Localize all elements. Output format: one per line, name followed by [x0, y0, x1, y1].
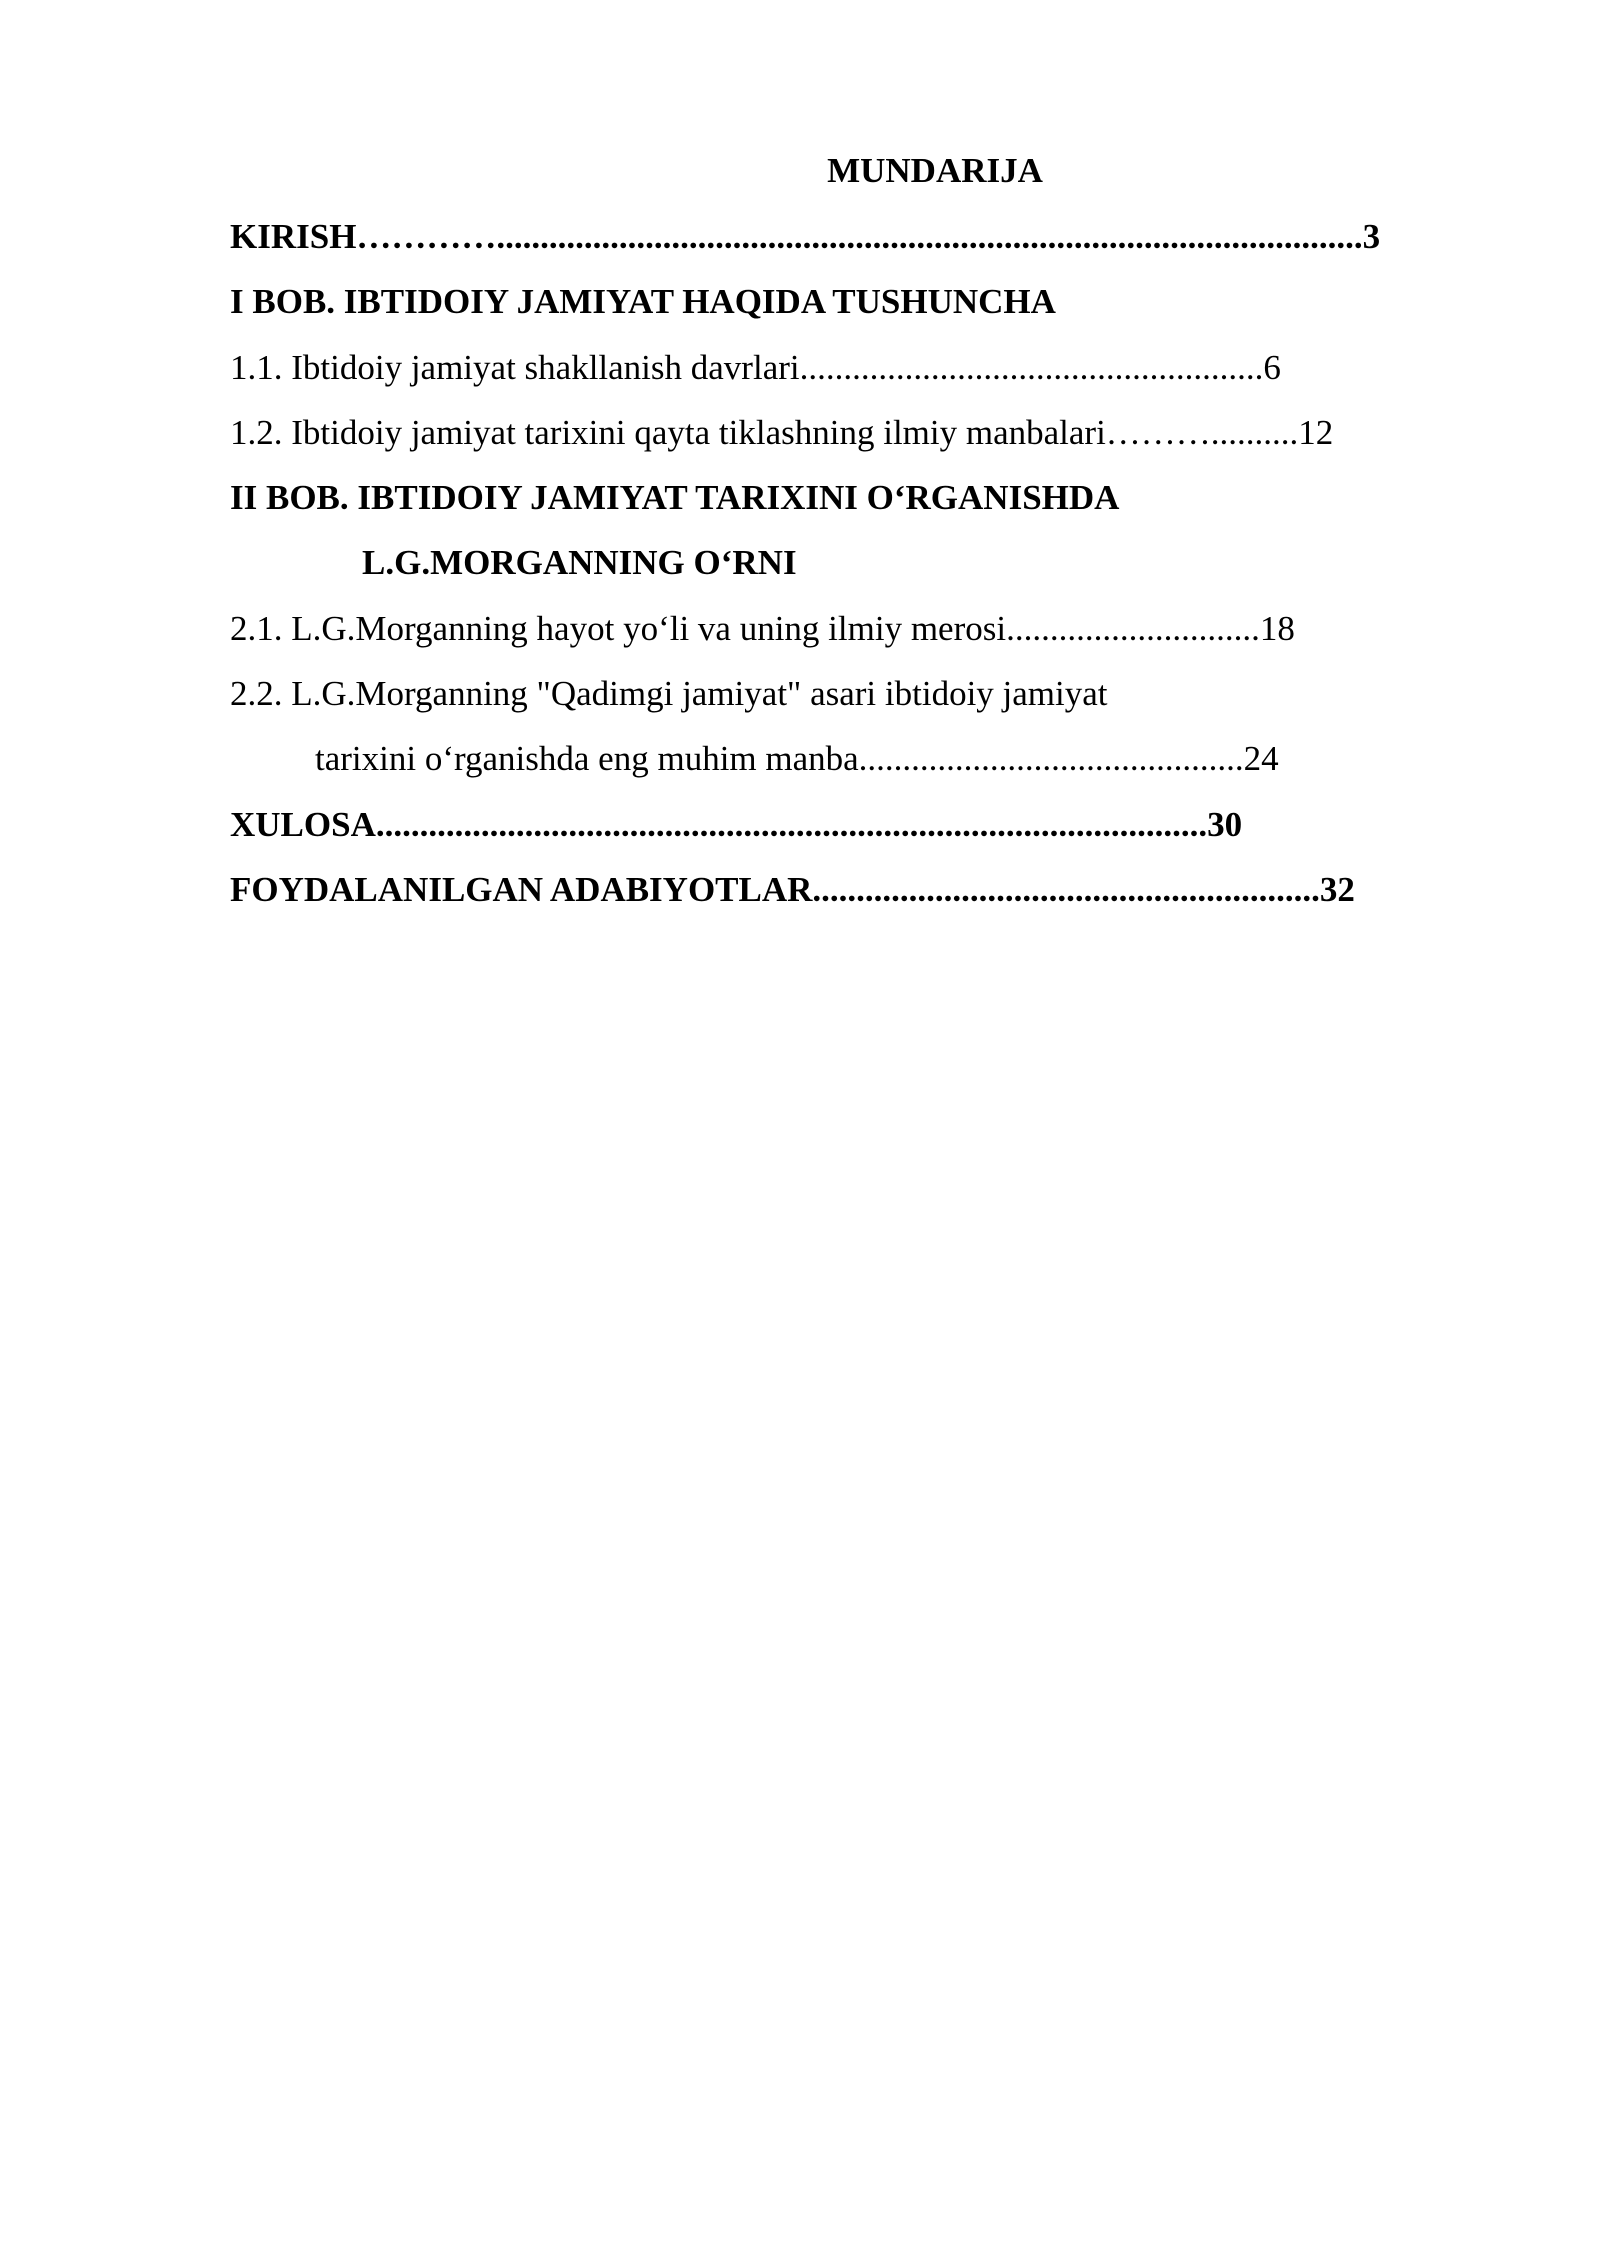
toc-chapter-2-heading-continued: L.G.MORGANNING O‘RNI — [362, 543, 797, 583]
toc-title: MUNDARIJA — [827, 151, 1043, 190]
table-of-contents — [230, 148, 1520, 932]
toc-entry-kirish: KIRISH…………...................................................................................................3 — [230, 217, 1381, 256]
toc-entry-adabiyotlar: FOYDALANILGAN ADABIYOTLAR..........................................................32 — [230, 869, 1355, 909]
toc-chapter-2-heading: II BOB. IBTIDOIY JAMIYAT TARIXINI O‘RGANISHDA — [230, 478, 1120, 518]
toc-entry-xulosa: XULOSA...............................................................................................30 — [230, 804, 1243, 844]
toc-entry-1-1: 1.1. Ibtidoiy jamiyat shakllanish davrlari.....................................................6 — [230, 347, 1281, 387]
toc-entry-2-2: 2.2. L.G.Morganning "Qadimgi jamiyat" asari ibtidoiy jamiyat — [230, 674, 1108, 714]
toc-chapter-1-heading: I BOB. IBTIDOIY JAMIYAT HAQIDA TUSHUNCHA — [230, 282, 1056, 322]
toc-entry-1-2: 1.2. Ibtidoiy jamiyat tarixini qayta tiklashning ilmiy manbalari………..........12 — [230, 412, 1334, 452]
toc-entry-2-1: 2.1. L.G.Morganning hayot yo‘li va uning ilmiy merosi.............................18 — [230, 608, 1295, 648]
toc-entry-2-2-continued: tarixini o‘rganishda eng muhim manba............................................24 — [315, 739, 1279, 779]
